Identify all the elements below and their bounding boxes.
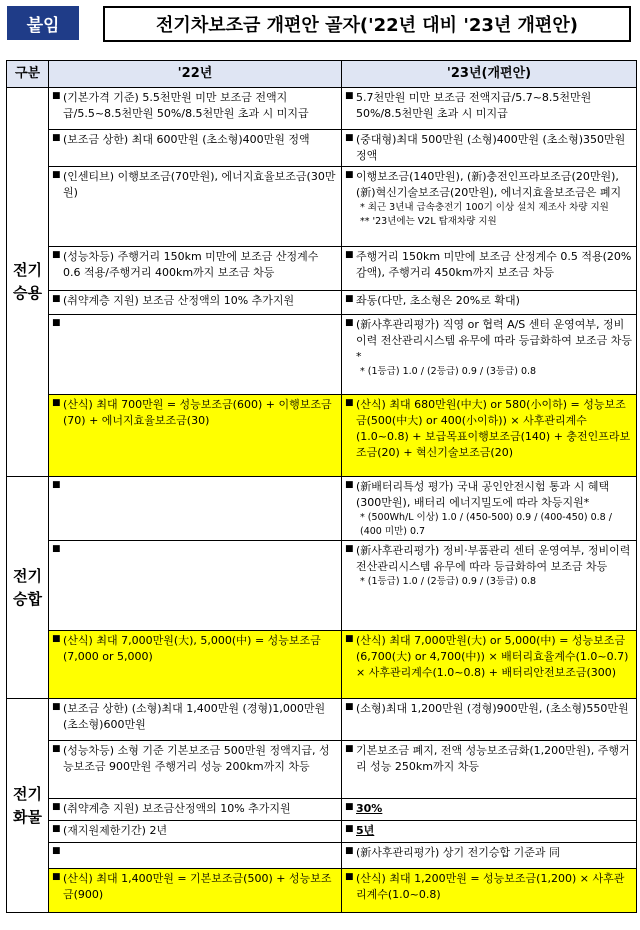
cell-text: (新사후관리평가) 정비·부품관리 센터 운영여부, 정비이력 전산관리시스템 유무에 따라 등급화하여 보조금 차등 xyxy=(356,544,631,574)
header-2022: '22년 xyxy=(49,61,342,88)
table-row xyxy=(7,843,637,869)
cell-text: 5년 xyxy=(356,824,375,838)
cell-2022 xyxy=(49,843,342,869)
category-passenger: 전기 승용 xyxy=(7,88,49,477)
cell-2023: ■ 좌동(다만, 초소형은 20%로 확대) xyxy=(342,290,637,314)
table-row xyxy=(7,246,637,290)
comparison-table xyxy=(6,60,637,913)
cell-2022 xyxy=(49,314,342,394)
footnote: * (1등급) 1.0 / (2등급) 0.9 / (3등급) 0.8 xyxy=(360,365,537,377)
cell-text: (新배터리특성 평가) 국내 공인안전시험 통과 시 혜택(300만원), 배터리 에너지밀도에 따라 차등지원* xyxy=(356,479,610,509)
cell-2022: ■ (성능차등) 소형 기준 기본보조금 500만원 정액지급, 성능보조금 900만원 주행거리 성능 200km까지 차등 xyxy=(49,741,342,799)
cell-2023 xyxy=(342,821,637,843)
cell-2023 xyxy=(342,314,637,394)
cell-2023 xyxy=(342,166,637,246)
cell-2022: ■ (성능차등) 주행거리 150km 미만에 보조금 산정계수 0.6 적용/주행거리 400km까지 보조금 차등 xyxy=(49,246,342,290)
category-bus: 전기 승합 xyxy=(7,476,49,698)
cell-2023 xyxy=(342,799,637,821)
attachment-tag: 붙임 xyxy=(7,6,79,40)
table-row-formula xyxy=(7,631,637,699)
cell-2023: ■ 주행거리 150km 미만에 보조금 산정계수 0.5 적용(20% 감액), 주행거리 450km까지 보조금 차등 xyxy=(342,246,637,290)
table-row xyxy=(7,741,637,799)
cell-2023 xyxy=(342,476,637,540)
cell-2023 xyxy=(342,541,637,631)
table-row-formula xyxy=(7,869,637,913)
cell-2022: ■ (취약계층 지원) 보조금 산정액의 10% 추가지원 xyxy=(49,290,342,314)
cell-2022 xyxy=(49,541,342,631)
formula-2022: ■ (산식) 최대 700만원 = 성능보조금(600) + 이행보조금(70) + 에너지효율보조금(30) xyxy=(49,394,342,476)
cell-text: (新사후관리평가) 직영 or 협력 A/S 센터 운영여부, 정비이력 전산관리시스템 유무에 따라 등급화하여 보조금 차등* xyxy=(356,317,633,363)
cell-2022: ■ (보조금 상한) 최대 600만원 (초소형)400만원 정액 xyxy=(49,130,342,167)
table-row xyxy=(7,314,637,394)
cell-text: 이행보조금(140만원), (新)충전인프라보조금(20만원), (新)혁신기술보조금(20만원), 에너지효율보조금은 폐지 xyxy=(356,169,622,199)
cell-text: 30% xyxy=(356,802,383,816)
category-truck: 전기 화물 xyxy=(7,699,49,913)
table-row-formula xyxy=(7,394,637,476)
document-title: 전기차보조금 개편안 골자('22년 대비 '23년 개편안) xyxy=(103,6,631,42)
table-row xyxy=(7,166,637,246)
header-2023: '23년(개편안) xyxy=(342,61,637,88)
formula-2023: ■ (산식) 최대 680만원(中大) or 580(小이하) = 성능보조금(500(中大) or 400(小이하)) × 사후관리계수(1.0~0.8) + 보급목표이행보조금(140) + 충전인프라보조금(20) + 혁신기술보조금(20) xyxy=(342,394,637,476)
table-row xyxy=(7,699,637,741)
footnote: ** '23년에는 V2L 탑재차량 지원 xyxy=(360,215,497,227)
formula-2023: ■ (산식) 최대 1,200만원 = 성능보조금(1,200) × 사후관리계수(1.0~0.8) xyxy=(342,869,637,913)
table-row xyxy=(7,88,637,130)
formula-2023: ■ (산식) 최대 7,000만원(大) or 5,000(中) = 성능보조금(6,700(大) or 4,700(中)) × 배터리효율계수(1.0~0.7) × 사후관리계수(1.0~0.8) + 배터리안전보조금(300) xyxy=(342,631,637,699)
cell-2023: ■ (소형)최대 1,200만원 (경형)900만원, (초소형)550만원 xyxy=(342,699,637,741)
table-row xyxy=(7,476,637,540)
cell-2023: ■ 5.7천만원 미만 보조금 전액지급/5.7~8.5천만원 50%/8.5천만원 초과 시 미지급 xyxy=(342,88,637,130)
cell-2023: ■ 기본보조금 폐지, 전액 성능보조금화(1,200만원), 주행거리 성능 250km까지 차등 xyxy=(342,741,637,799)
table-header-row xyxy=(7,61,637,88)
cell-2023: ■ (新사후관리평가) 상기 전기승합 기준과 同 xyxy=(342,843,637,869)
cell-2022: ■ (기본가격 기준) 5.5천만원 미만 보조금 전액지급/5.5~8.5천만원 50%/8.5천만원 초과 시 미지급 xyxy=(49,88,342,130)
cell-2022: ■ (보조금 상한) (소형)최대 1,400만원 (경형)1,000만원 (초소형)600만원 xyxy=(49,699,342,741)
footnote: * (500Wh/L 이상) 1.0 / (450-500) 0.9 / (400-450) 0.8 / (400 미만) 0.7 xyxy=(360,511,612,537)
cell-2022: ■ (취약계층 지원) 보조금산정액의 10% 추가지원 xyxy=(49,799,342,821)
table-row xyxy=(7,821,637,843)
cell-2022 xyxy=(49,476,342,540)
table-row xyxy=(7,541,637,631)
formula-2022: ■ (산식) 최대 7,000만원(大), 5,000(中) = 성능보조금(7,000 or 5,000) xyxy=(49,631,342,699)
formula-2022: ■ (산식) 최대 1,400만원 = 기본보조금(500) + 성능보조금(900) xyxy=(49,869,342,913)
footnote: * (1등급) 1.0 / (2등급) 0.9 / (3등급) 0.8 xyxy=(360,576,537,588)
cell-2022: ■ (재지원제한기간) 2년 xyxy=(49,821,342,843)
header-category: 구분 xyxy=(7,61,49,88)
table-row xyxy=(7,290,637,314)
cell-2023: ■ (중대형)최대 500만원 (소형)400만원 (초소형)350만원 정액 xyxy=(342,130,637,167)
footnote: * 최근 3년내 급속충전기 100기 이상 설치 제조사 차량 지원 xyxy=(360,201,609,213)
cell-2022: ■ (인센티브) 이행보조금(70만원), 에너지효율보조금(30만원) xyxy=(49,166,342,246)
table-row xyxy=(7,799,637,821)
table-row xyxy=(7,130,637,167)
